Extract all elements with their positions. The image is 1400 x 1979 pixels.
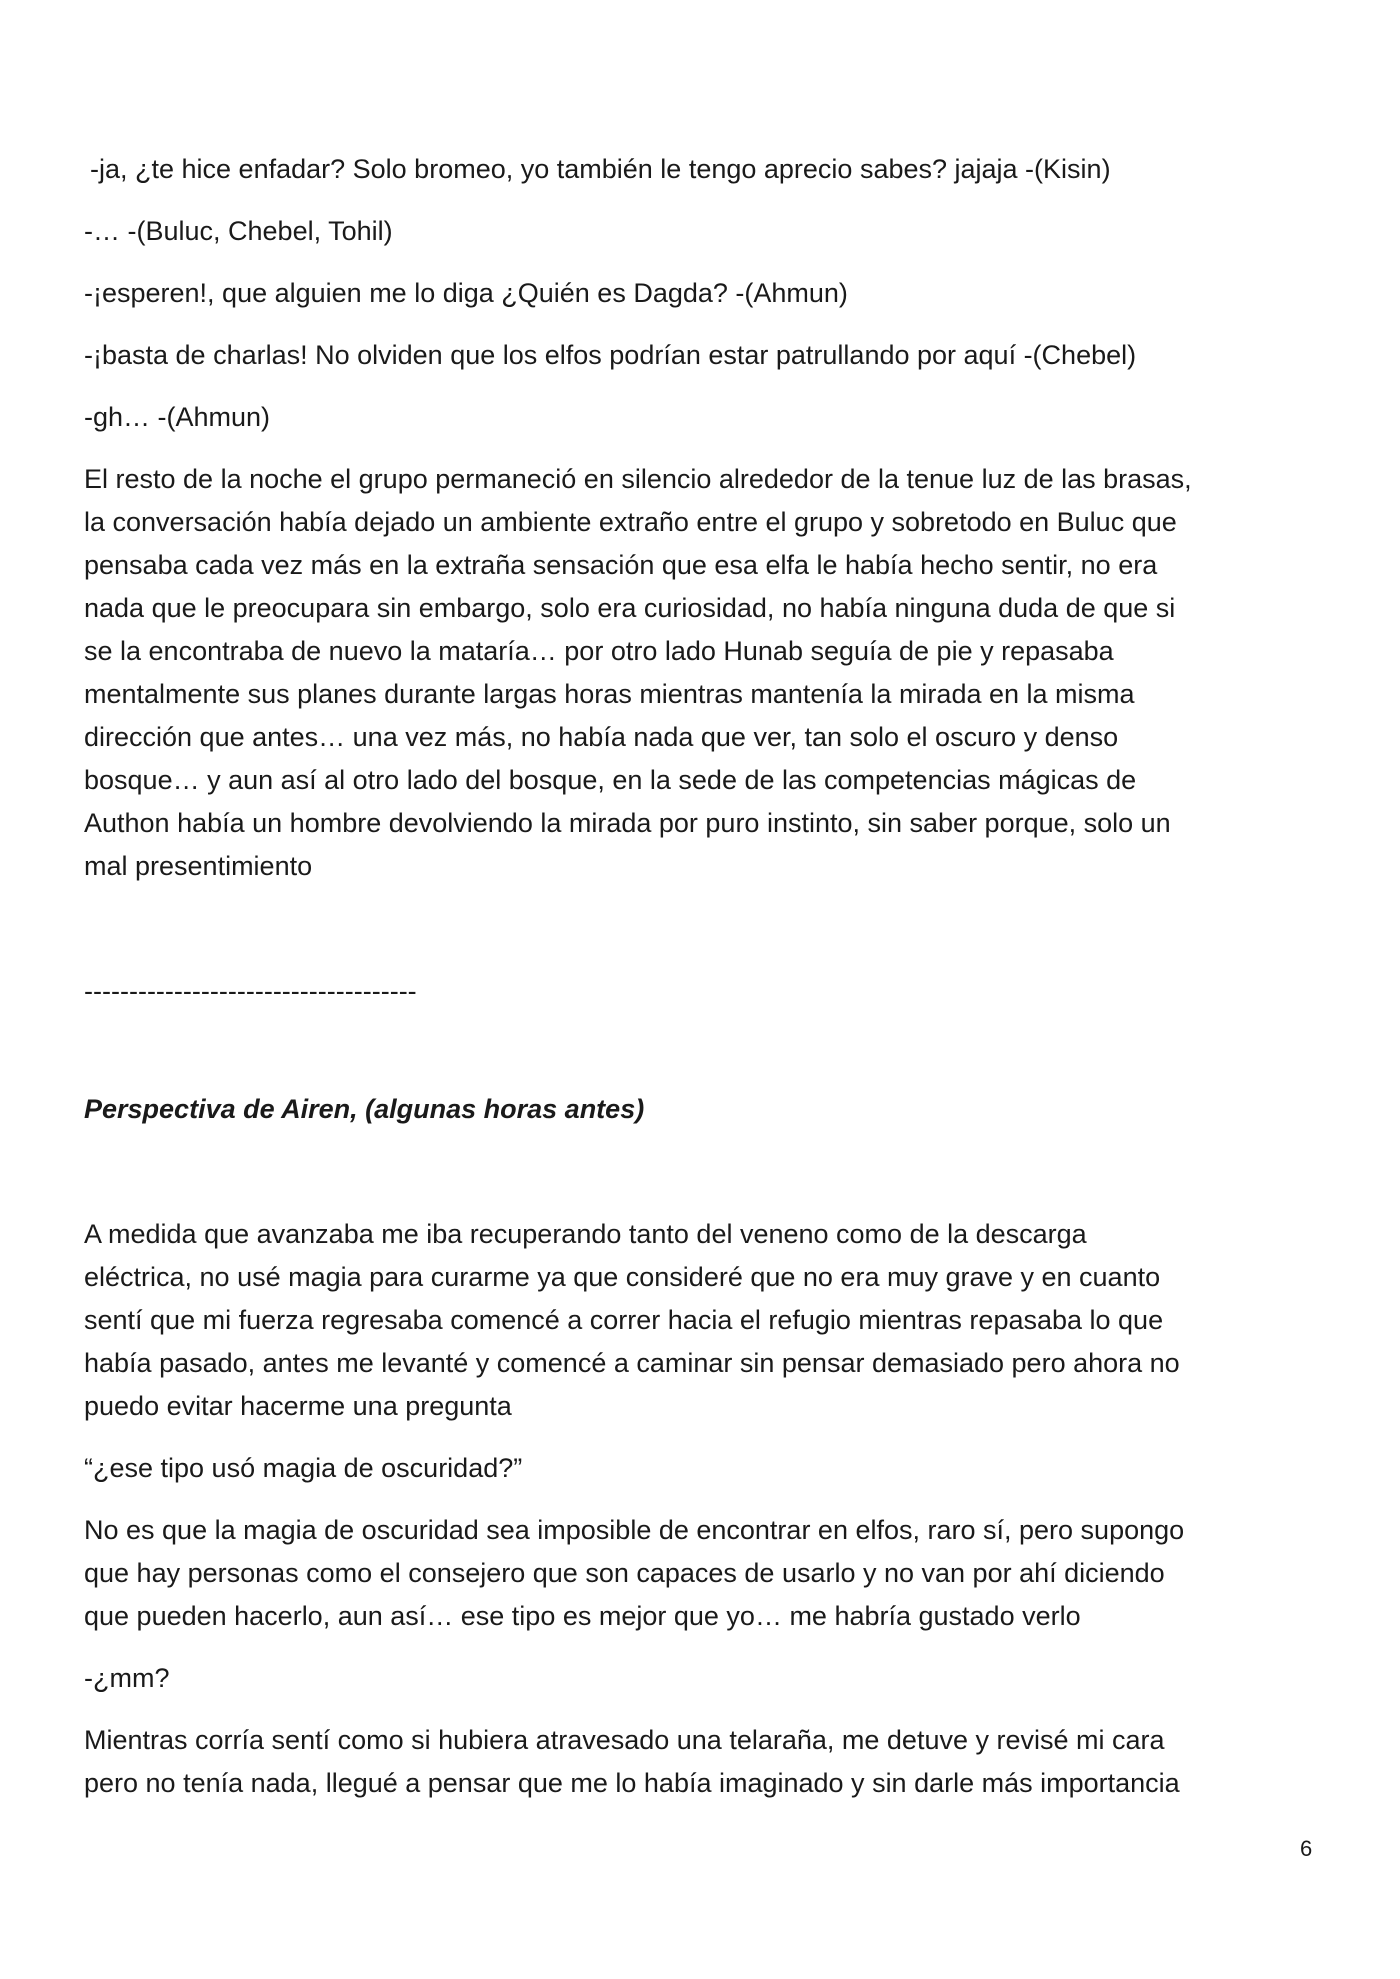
page-content — [84, 148, 1324, 1824]
text-line: Mientras corría sentí como si hubiera atravesado una telaraña, me detuve y revisé mi cara — [84, 1725, 1165, 1755]
text-line: nada que le preocupara sin embargo, solo era curiosidad, no había ninguna duda de que si — [84, 593, 1176, 623]
short-dialogue-line: -¿mm? — [84, 1663, 170, 1693]
dialogue-line-group: -… -(Buluc, Chebel, Tohil) — [84, 216, 393, 246]
section-divider: ------------------------------------- — [84, 976, 417, 1006]
text-line: se la encontraba de nuevo la mataría… por otro lado Hunab seguía de pie y repasaba — [84, 636, 1114, 666]
text-line: Authon había un hombre devolviendo la mirada por puro instinto, sin saber porque, solo un — [84, 808, 1171, 838]
text-line: puedo evitar hacerme una pregunta — [84, 1391, 512, 1421]
dialogue-line-kisin: -ja, ¿te hice enfadar? Solo bromeo, yo también le tengo aprecio sabes? jajaja -(Kisin) — [90, 154, 1111, 184]
text-line: No es que la magia de oscuridad sea imposible de encontrar en elfos, raro sí, pero supongo — [84, 1515, 1185, 1545]
paragraph-dark-magic — [84, 1509, 1324, 1638]
text-line: había pasado, antes me levanté y comencé a caminar sin pensar demasiado pero ahora no — [84, 1348, 1180, 1378]
text-line: mal presentimiento — [84, 851, 313, 881]
text-line: dirección que antes… una vez más, no había nada que ver, tan solo el oscuro y denso — [84, 722, 1119, 752]
text-line: pensaba cada vez más en la extraña sensación que esa elfa le había hecho sentir, no era — [84, 550, 1158, 580]
text-line: pero no tenía nada, llegué a pensar que me lo había imaginado y sin darle más importancia — [84, 1768, 1180, 1798]
text-line: sentí que mi fuerza regresaba comencé a correr hacia el refugio mientras repasaba lo que — [84, 1305, 1164, 1335]
quoted-thought: “¿ese tipo usó magia de oscuridad?” — [84, 1453, 523, 1483]
dialogue-line-chebel: -¡basta de charlas! No olviden que los elfos podrían estar patrullando por aquí -(Chebel) — [84, 340, 1137, 370]
text-line: El resto de la noche el grupo permaneció en silencio alrededor de la tenue luz de las brasas, — [84, 464, 1192, 494]
page-number: 6 — [1300, 1836, 1313, 1861]
text-line: que hay personas como el consejero que son capaces de usarlo y no van por ahí diciendo — [84, 1558, 1165, 1588]
paragraph-spiderweb — [84, 1719, 1324, 1805]
dialogue-line-ahmun: -gh… -(Ahmun) — [84, 402, 271, 432]
text-line: A medida que avanzaba me iba recuperando tanto del veneno como de la descarga — [84, 1219, 1087, 1249]
paragraph-night-silence — [84, 458, 1324, 888]
text-line: eléctrica, no usé magia para curarme ya que consideré que no era muy grave y en cuanto — [84, 1262, 1161, 1292]
text-line: la conversación había dejado un ambiente extraño entre el grupo y sobretodo en Buluc que — [84, 507, 1177, 537]
text-line: bosque… y aun así al otro lado del bosque, en la sede de las competencias mágicas de — [84, 765, 1137, 795]
text-line: que pueden hacerlo, aun así… ese tipo es mejor que yo… me habría gustado verlo — [84, 1601, 1081, 1631]
text-line: mentalmente sus planes durante largas horas mientras mantenía la mirada en la misma — [84, 679, 1135, 709]
paragraph-recovery — [84, 1213, 1324, 1428]
dialogue-line-ahmun-question: -¡esperen!, que alguien me lo diga ¿Quién es Dagda? -(Ahmun) — [84, 278, 848, 308]
section-heading: Perspectiva de Airen, (algunas horas antes) — [84, 1094, 645, 1124]
